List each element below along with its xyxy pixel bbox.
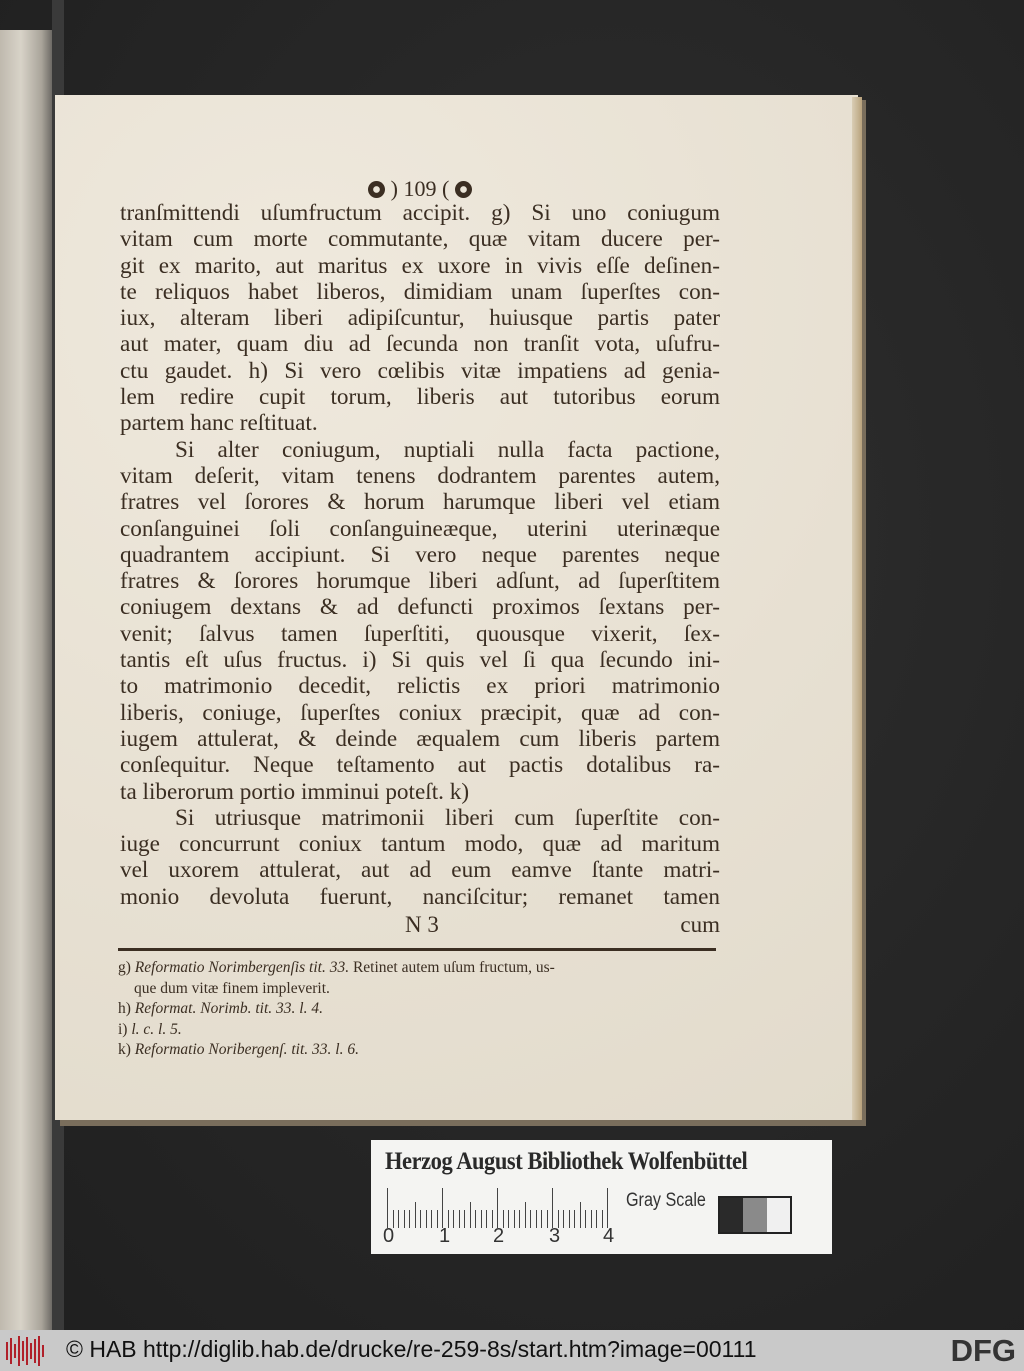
ruler-tick: [525, 1202, 526, 1228]
logo-bar: [34, 1339, 36, 1363]
library-name: Herzog August Bibliothek Wolfenbüttel: [385, 1148, 748, 1175]
footnote-reference: Reformat. Norimb. tit. 33. l. 4.: [134, 1000, 323, 1017]
footnote: [118, 1020, 718, 1041]
logo-bar: [26, 1337, 28, 1365]
ruler-tick: [420, 1210, 421, 1228]
hab-logo-icon: [6, 1336, 46, 1366]
footnote-continuation: que dum vitæ finem impleverit.: [134, 979, 330, 997]
ruler-tick: [475, 1210, 476, 1228]
text-line: Si alter coniugum, nuptiali nulla facta pactione,: [175, 436, 720, 463]
gray-scale-swatch: [718, 1196, 792, 1234]
text-line: liberis, coniuge, ſuperſtes coniux præcipit, quæ ad con-: [120, 699, 720, 726]
ruler-tick: [530, 1210, 531, 1228]
ruler-tick: [453, 1210, 454, 1228]
footnote-mark: k): [118, 1041, 131, 1058]
text-line: conſanguinei ſoli conſanguineæque, uterini uterinæque: [120, 515, 720, 542]
ruler-tick: [514, 1210, 515, 1228]
gray-scale-label: Gray Scale: [626, 1190, 706, 1211]
text-line: ta liberorum portio imminui poteſt. k): [120, 778, 470, 805]
ruler-tick: [519, 1210, 520, 1228]
text-line: fratres & ſorores horumque liberi adſunt, ad ſuperſtitem: [120, 568, 720, 595]
footnote-reference: Reformatio Norimbergenſis tit. 33.: [134, 959, 350, 976]
text-line: iugem attulerat, & deinde æqualem cum liberis partem: [120, 725, 720, 752]
text-line: aut mater, quam diu ad ſecunda non tranſit vota, uſufru-: [120, 331, 720, 358]
logo-bar: [38, 1336, 40, 1366]
text-line: fratres vel ſorores & horum harumque liberi vel etiam: [120, 489, 720, 516]
text-line: vitam cum morte commutante, quæ vitam ducere per-: [120, 226, 720, 253]
ruler-number: 4: [603, 1225, 615, 1247]
ruler-tick: [470, 1202, 471, 1228]
body-text: [120, 200, 720, 910]
page-edge: [852, 97, 862, 1120]
text-line: vitam deſerit, vitam tenens dodrantem parentes autem,: [120, 462, 720, 489]
ruler-tick: [464, 1210, 465, 1228]
footnotes: [118, 958, 718, 1061]
dfg-logo: DFG: [950, 1333, 1016, 1368]
page-number: ) 109 (: [390, 176, 450, 201]
logo-bar: [18, 1336, 20, 1366]
text-line: monio devoluta fuerunt, nanciſcitur; remanet tamen: [120, 883, 720, 910]
ruler-tick: [387, 1188, 388, 1228]
footer-bar: [0, 1330, 1024, 1371]
logo-bar: [10, 1338, 12, 1364]
page-header: [340, 176, 500, 202]
ruler-tick: [569, 1210, 570, 1228]
signature-mark: N 3: [405, 912, 439, 937]
text-line: vel uxorem attulerat, aut ad eum eamve ſtante matri-: [120, 857, 720, 884]
ruler-tick: [459, 1210, 460, 1228]
text-line: quadrantem accipiunt. Si vero neque parentes neque: [120, 541, 720, 568]
previous-page-edge: [0, 30, 52, 1330]
ruler-tick: [508, 1210, 509, 1228]
gray-swatch: [767, 1198, 790, 1232]
ruler-tick: [591, 1210, 592, 1228]
text-line: iux, alteram liberi adipiſcuntur, huiusque partis pater: [120, 305, 720, 332]
text-line: to matrimonio decedit, relictis ex priori matrimonio: [120, 673, 720, 700]
gray-swatch: [720, 1198, 743, 1232]
text-line: conſequitur. Neque teſtamento aut pactis dotalibus ra-: [120, 752, 720, 779]
footnote: [118, 999, 718, 1020]
ruler-number: 1: [439, 1225, 451, 1247]
ruler-tick: [536, 1210, 537, 1228]
footnote-reference: l. c. l. 5.: [131, 1020, 182, 1038]
ruler-tick: [486, 1210, 487, 1228]
ruler-tick: [596, 1210, 597, 1228]
text-line: tranſmittendi uſumfructum accipit. g) Si uno coniugum: [120, 200, 720, 226]
ruler-tick: [585, 1210, 586, 1228]
gray-swatch: [743, 1198, 766, 1232]
text-line: te reliquos habet liberos, dimidiam unam ſuperſtes con-: [120, 278, 720, 305]
footnote-mark: h): [118, 1000, 131, 1017]
footnote: [118, 958, 718, 999]
ruler-tick: [481, 1210, 482, 1228]
ornament-icon: [368, 181, 385, 198]
footnote-rule: [118, 948, 716, 951]
ruler-tick: [437, 1210, 438, 1228]
ruler-tick: [431, 1210, 432, 1228]
ruler-tick: [415, 1202, 416, 1228]
footnote-reference: Reformatio Noribergenſ. tit. 33. l. 6.: [134, 1041, 359, 1058]
logo-bar: [22, 1341, 24, 1361]
footnote: [118, 1040, 718, 1061]
text-line: tantis eſt uſus fructus. i) Si quis vel ſi qua ſecundo ini-: [120, 647, 720, 674]
ruler-tick: [541, 1210, 542, 1228]
catchword: cum: [680, 912, 720, 937]
logo-bar: [42, 1345, 44, 1357]
ornament-icon: [455, 181, 472, 198]
ruler-tick: [547, 1210, 548, 1228]
ruler-tick: [398, 1210, 399, 1228]
text-line: git ex marito, aut maritus ex uxore in vivis eſſe deſinen-: [120, 252, 720, 279]
text-line: venit; ſalvus tamen ſuperſtiti, quousque vixerit, ſex-: [120, 620, 720, 647]
footnote-mark: g): [118, 959, 131, 976]
ruler-tick: [563, 1210, 564, 1228]
scale-ruler: [387, 1188, 613, 1228]
text-line: coniugem dextans & ad defuncti proximos ſextans per-: [120, 594, 720, 621]
ruler-tick: [574, 1210, 575, 1228]
ruler-tick: [580, 1202, 581, 1228]
text-line: Si utriusque matrimonii liberi cum ſuperſtite con-: [175, 804, 720, 831]
footnote-mark: i): [118, 1020, 128, 1038]
ruler-tick: [426, 1210, 427, 1228]
ruler-number: 3: [549, 1225, 561, 1247]
text-line: iuge concurrunt coniux tantum modo, quæ ad maritum: [120, 831, 720, 858]
ruler-tick: [552, 1188, 553, 1228]
ruler-tick: [404, 1210, 405, 1228]
text-line: partem hanc reſtituat.: [120, 410, 318, 437]
logo-bar: [30, 1343, 32, 1359]
ruler-number: 2: [493, 1225, 505, 1247]
footer-url[interactable]: © HAB http://diglib.hab.de/drucke/re-259-8s/start.htm?image=00111: [66, 1336, 757, 1362]
ruler-number: 0: [383, 1225, 395, 1247]
footnote-text: Retinet autem uſum fructum, us-: [352, 959, 555, 976]
library-label-card: [371, 1140, 832, 1254]
logo-bar: [14, 1344, 16, 1358]
ruler-tick: [442, 1188, 443, 1228]
ruler-tick: [409, 1210, 410, 1228]
text-line: ctu gaudet. h) Si vero cœlibis vitæ impatiens ad genia-: [120, 357, 720, 384]
logo-bar: [6, 1342, 8, 1360]
text-line: lem redire cupit torum, liberis aut tutoribus eorum: [120, 384, 720, 411]
ruler-tick: [607, 1188, 608, 1228]
ruler-tick: [497, 1188, 498, 1228]
